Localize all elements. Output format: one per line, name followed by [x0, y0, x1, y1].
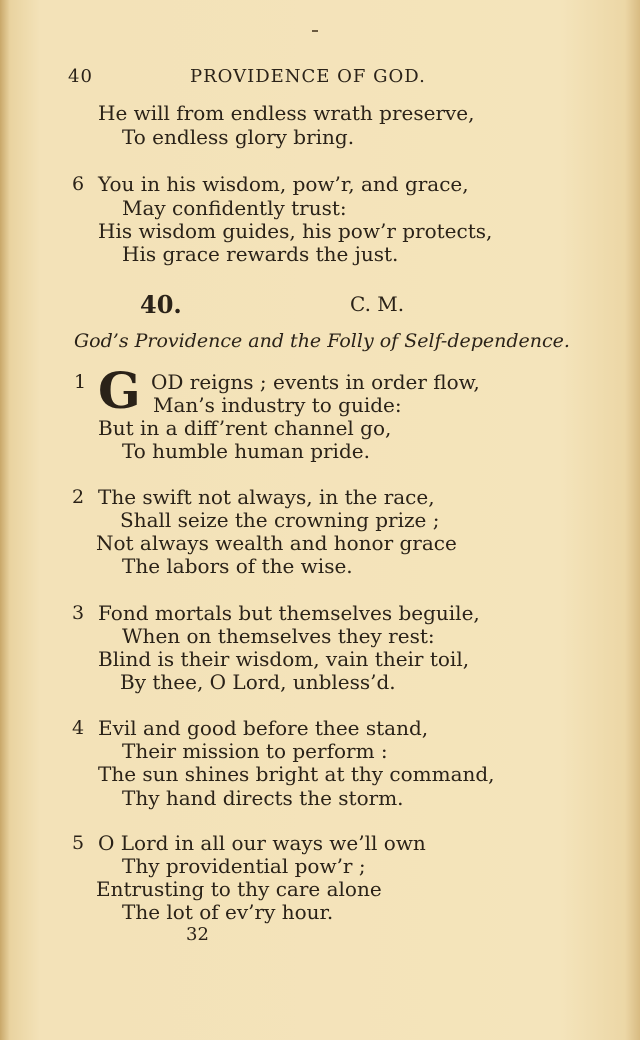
verse-line: Their mission to perform : [122, 739, 388, 763]
verse-line: But in a diff’rent channel go, [98, 416, 392, 440]
verse-line: To humble human pride. [122, 439, 370, 463]
running-title: PROVIDENCE OF GOD. [190, 66, 426, 87]
verse-line: Shall seize the crowning prize ; [120, 508, 440, 532]
verse-line: The labors of the wise. [122, 554, 353, 578]
stanza-number: 1 [74, 371, 87, 393]
page-number: 40 [68, 66, 93, 87]
verse-line: His wisdom guides, his pow’r protects, [98, 219, 493, 243]
printer-mark [312, 30, 318, 32]
verse-line: The lot of ev’ry hour. [122, 900, 334, 924]
verse-line: Evil and good before thee stand, [98, 716, 429, 740]
verse-line: OD reigns ; events in order flow, [151, 370, 480, 394]
hymn-meter: C. M. [350, 292, 405, 316]
verse-line: His grace rewards the just. [122, 242, 399, 266]
verse-line: O Lord in all our ways we’ll own [98, 831, 426, 855]
stanza-number: 2 [72, 486, 85, 508]
stanza-number: 6 [72, 173, 85, 195]
stanza-number: 4 [72, 717, 85, 739]
verse-line: When on themselves they rest: [122, 624, 435, 648]
verse-line: You in his wisdom, pow’r, and grace, [98, 172, 469, 196]
verse-line: The swift not always, in the race, [98, 485, 435, 509]
hymn-title: God’s Providence and the Folly of Self-dependence. [74, 330, 570, 352]
stanza-number: 3 [72, 602, 85, 624]
verse-line: He will from endless wrath preserve, [98, 101, 475, 125]
verse-line: Fond mortals but themselves beguile, [98, 601, 480, 625]
drop-cap: G [98, 361, 141, 420]
hymn-number: 40. [140, 290, 182, 319]
verse-line: May confidently trust: [122, 196, 347, 220]
signature-mark: 32 [186, 924, 209, 945]
verse-line: Not always wealth and honor grace [96, 531, 457, 555]
verse-line: Man’s industry to guide: [153, 393, 402, 417]
verse-line: To endless glory bring. [122, 125, 355, 149]
verse-line: By thee, O Lord, unbless’d. [120, 670, 396, 694]
stanza-number: 5 [72, 832, 85, 854]
verse-line: Thy providential pow’r ; [122, 854, 366, 878]
verse-line: Entrusting to thy care alone [96, 877, 382, 901]
verse-line: Thy hand directs the storm. [122, 786, 404, 810]
verse-line: The sun shines bright at thy command, [98, 762, 495, 786]
verse-line: Blind is their wisdom, vain their toil, [98, 647, 470, 671]
